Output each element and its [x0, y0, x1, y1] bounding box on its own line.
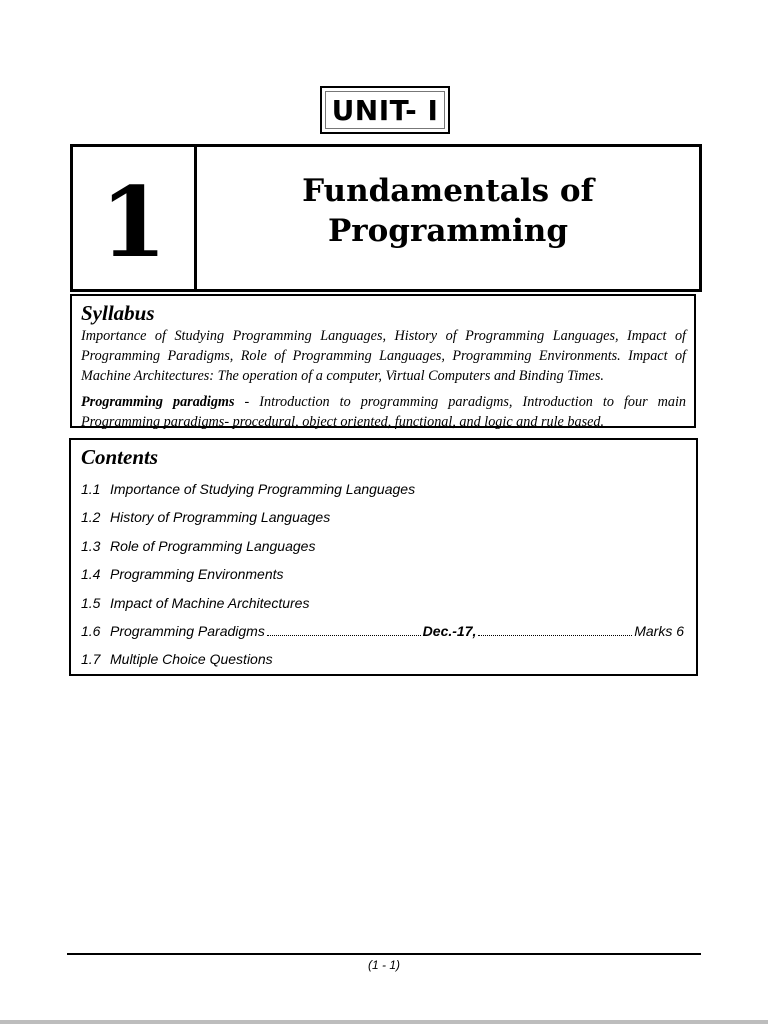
- chapter-title: [197, 147, 699, 289]
- contents-item[interactable]: [81, 537, 684, 565]
- contents-item-title: Multiple Choice Questions: [110, 651, 273, 668]
- footer-rule: [67, 953, 701, 955]
- unit-label: UNIT- I: [320, 86, 450, 134]
- syllabus-paradigms-label: Programming paradigms: [81, 394, 235, 410]
- syllabus-heading: Syllabus: [81, 301, 155, 325]
- contents-item-title: History of Programming Languages: [110, 509, 331, 526]
- contents-item-number: 1.2: [81, 509, 101, 526]
- page-bottom-edge: [0, 1020, 768, 1024]
- syllabus-paragraph-1: Importance of Studying Programming Languages, History of Programming Languages, Impact of Programming Paradigms, Role of Programming Languages, Programming Environments. Impact of Machine Architectures: The operation of a computer, Virtual Computers and Binding Times.: [81, 328, 686, 384]
- contents-item[interactable]: [81, 508, 684, 536]
- page-number: (1 - 1): [367, 958, 400, 972]
- contents-item[interactable]: [81, 594, 684, 622]
- contents-item-title: Programming Paradigms: [110, 622, 265, 639]
- contents-item-number: 1.1: [81, 481, 101, 497]
- syllabus-paradigms-text: - Introduction to programming paradigms, Introduction to four main Programming paradigms- procedural, object oriented, functional, and logic and rule based.: [81, 394, 686, 430]
- contents-item-title: Role of Programming Languages: [110, 537, 316, 554]
- leader-dots: [478, 623, 632, 636]
- chapter-title-line2: Programming: [327, 213, 568, 249]
- chapter-header: [70, 144, 702, 292]
- chapter-title-line1: Fundamentals of: [302, 173, 594, 209]
- contents-box: [69, 438, 698, 676]
- contents-item-number: 1.4: [81, 566, 101, 583]
- contents-item[interactable]: [81, 622, 684, 650]
- contents-item[interactable]: [81, 565, 684, 593]
- contents-item-number: 1.6: [81, 622, 101, 639]
- contents-item-title: Importance of Studying Programming Languages: [110, 481, 416, 497]
- chapter-number: 1: [73, 147, 197, 289]
- contents-item-number: 1.5: [81, 594, 101, 611]
- leader-dots: [267, 623, 421, 636]
- contents-heading: Contents: [81, 445, 159, 469]
- contents-item[interactable]: [81, 650, 684, 678]
- contents-list: [81, 480, 684, 679]
- contents-item-marks: Marks 6: [634, 622, 684, 639]
- contents-item-number: 1.7: [81, 651, 101, 668]
- contents-item-title: Programming Environments: [110, 566, 284, 583]
- contents-item-number: 1.3: [81, 537, 101, 554]
- syllabus-box: [70, 294, 696, 428]
- contents-item-exam: Dec.-17,: [422, 622, 477, 639]
- syllabus-paragraph-2: [81, 392, 686, 432]
- contents-item[interactable]: [81, 480, 684, 508]
- contents-item-title: Impact of Machine Architectures: [110, 594, 310, 611]
